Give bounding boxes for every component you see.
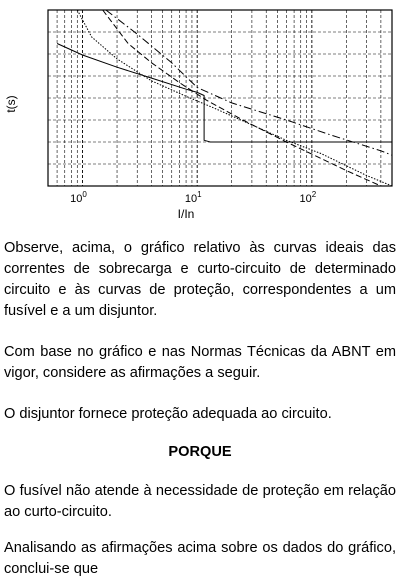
assertion-1: O disjuntor fornece proteção adequada ao circuito. <box>4 406 332 422</box>
paragraph-instruction: Com base no gráfico e nas Normas Técnicas da ABNT em vigor, considere as afirmações a seguir. <box>4 344 396 381</box>
x-tick-label: $10^0$ <box>70 190 87 205</box>
assertion-2: O fusível não atende à necessidade de proteção em relação ao curto-circuito. <box>4 483 396 520</box>
series-line-3 <box>57 44 392 143</box>
time-current-chart <box>0 0 402 230</box>
x-tick-label: $10^1$ <box>184 190 202 205</box>
question-text <box>4 238 396 580</box>
x-axis-label: I/In <box>177 207 195 221</box>
y-axis-label: t(s) <box>4 95 18 113</box>
chart-ticks <box>70 190 317 205</box>
paragraph-context: Observe, acima, o gráfico relativo às curvas ideais das correntes de sobrecarga e curto-circuito de determinado circuito e às curvas de proteção, correspondentes a um fusível e a um disjuntor. <box>4 240 396 319</box>
paragraph-question: Analisando as afirmações acima sobre os dados do gráfico, conclui-se que <box>4 540 396 577</box>
x-tick-label: $10^2$ <box>299 190 317 205</box>
connector-porque: PORQUE <box>168 444 232 460</box>
